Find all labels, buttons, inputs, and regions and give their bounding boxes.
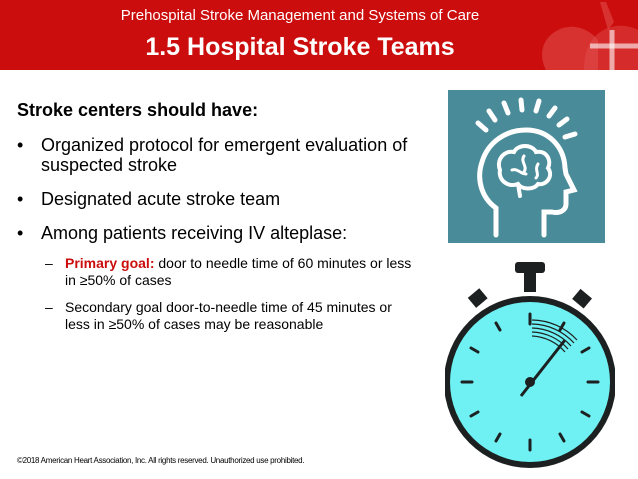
copyright-footer: ©2018 American Heart Association, Inc. All rights reserved. Unauthorized use prohibited.: [17, 456, 305, 465]
bullet-item-protocol: [17, 135, 417, 175]
aha-torch-heart-icon: [528, 0, 638, 70]
content-heading: Stroke centers should have:: [17, 100, 259, 120]
slide-title: 1.5 Hospital Stroke Teams: [145, 33, 455, 61]
primary-goal-text: door to needle time of 60 minutes or less in ≥50% of cases: [65, 255, 412, 288]
bullet-text: Among patients receiving IV alteplase:: [41, 223, 348, 243]
bullet-text: Organized protocol for emergent evaluation of suspected stroke: [41, 135, 408, 175]
sub-bullet-primary-goal: [41, 255, 417, 289]
slide-header: [0, 0, 638, 70]
bullet-text: Designated acute stroke team: [41, 189, 281, 209]
primary-goal-label: Primary goal:: [65, 255, 155, 271]
stopwatch-icon: [445, 262, 615, 472]
sub-bullet-list: [41, 255, 417, 333]
slide-subtitle: Prehospital Stroke Management and Systems of Care: [120, 7, 480, 24]
bullet-item-team: [17, 189, 417, 209]
secondary-goal-text: Secondary goal door-to-needle time of 45 minutes or less in ≥50% of cases may be reasonable: [65, 299, 392, 332]
sub-bullet-secondary-goal: [41, 299, 417, 333]
bullet-list: [17, 135, 417, 333]
brain-head-icon: [448, 90, 605, 243]
bullet-item-alteplase: [17, 223, 417, 333]
slide-content: [17, 100, 417, 347]
